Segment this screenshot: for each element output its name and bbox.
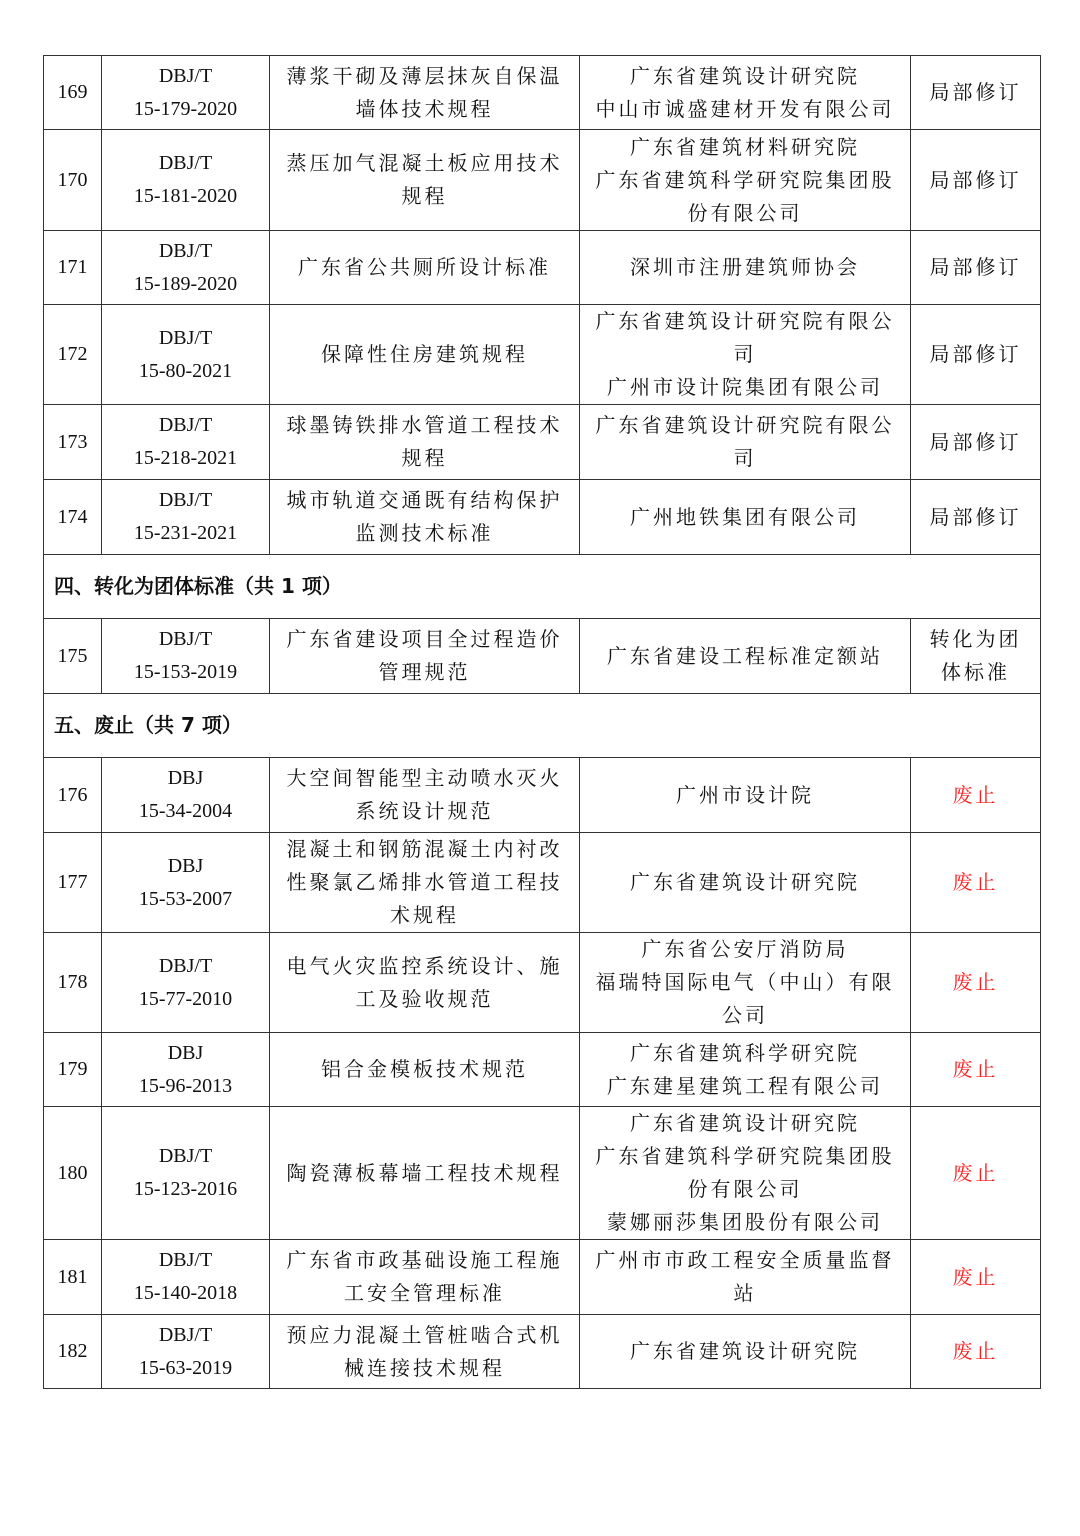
text-line: 15-34-2004 — [138, 800, 233, 822]
text-line: 广东省公安厅消防局 — [641, 937, 849, 961]
status-badge: 局部修订 — [911, 480, 1041, 555]
text-line: DBJ/T — [158, 1145, 213, 1167]
text-line: 械连接技术规程 — [344, 1355, 505, 1380]
text-line: 15-218-2021 — [133, 447, 238, 469]
standard-code — [102, 405, 270, 480]
table-row — [44, 1033, 1041, 1107]
text-line: DBJ/T — [158, 152, 213, 174]
text-line: 15-80-2021 — [138, 359, 233, 382]
text-line: DBJ/T — [158, 64, 213, 87]
status-badge: 废止 — [911, 1033, 1041, 1107]
text-line: 15-153-2019 — [133, 661, 238, 683]
text-line: 站 — [733, 1281, 757, 1305]
text-line: 混凝土和钢筋混凝土内衬改 — [286, 837, 563, 861]
standard-code — [102, 933, 270, 1033]
text-line: 15-63-2019 — [138, 1356, 233, 1379]
section-header-row — [44, 555, 1041, 619]
text-line: DBJ/T — [158, 326, 213, 349]
standard-code — [102, 231, 270, 305]
text-line: 广东省建筑设计研究院 — [630, 63, 860, 88]
standard-code — [102, 1240, 270, 1315]
status-badge: 局部修订 — [911, 405, 1041, 480]
standard-name — [270, 130, 580, 231]
editing-organization — [580, 933, 911, 1033]
row-number: 170 — [44, 130, 102, 231]
row-number: 169 — [44, 56, 102, 130]
text-line: DBJ — [167, 854, 204, 877]
text-line: DBJ/T — [158, 1249, 213, 1271]
text-line: 性聚氯乙烯排水管道工程技 — [286, 870, 563, 894]
text-line: 司 — [733, 446, 757, 470]
text-line: 薄浆干砌及薄层抹灰自保温 — [286, 63, 563, 88]
text-line: 墙体技术规程 — [355, 96, 494, 121]
text-line: 15-179-2020 — [133, 97, 238, 120]
text-line: 15-77-2010 — [138, 987, 233, 1010]
table-row — [44, 130, 1041, 231]
standard-name — [270, 1107, 580, 1240]
text-line: 广东省建筑设计研究院有限公 — [595, 309, 895, 333]
standard-code — [102, 56, 270, 130]
editing-organization — [580, 833, 911, 933]
text-line: 广东省建设项目全过程造价 — [286, 627, 563, 651]
text-line: 蒙娜丽莎集团股份有限公司 — [607, 1210, 883, 1234]
text-line: 预应力混凝土管桩啮合式机 — [286, 1322, 563, 1347]
row-number: 182 — [44, 1315, 102, 1389]
text-line: 广东省市政基础设施工程施 — [286, 1248, 563, 1272]
table-row — [44, 305, 1041, 405]
text-line: DBJ — [167, 767, 204, 789]
table-row — [44, 833, 1041, 933]
standard-code — [102, 1033, 270, 1107]
text-line: 广东省建筑材料研究院 — [630, 134, 860, 159]
status-badge: 局部修订 — [911, 130, 1041, 231]
text-line: 工及验收规范 — [355, 986, 494, 1011]
text-line: 蒸压加气混凝土板应用技术 — [286, 151, 563, 175]
table-row — [44, 231, 1041, 305]
text-line: 规程 — [401, 446, 448, 470]
text-line: 广州市设计院 — [676, 782, 814, 807]
standard-name — [270, 231, 580, 305]
editing-organization — [580, 231, 911, 305]
text-line: 城市轨道交通既有结构保护 — [286, 488, 563, 512]
standard-name — [270, 833, 580, 933]
text-line: 广州市市政工程安全质量监督 — [595, 1248, 895, 1272]
text-line: 术规程 — [390, 903, 459, 927]
editing-organization — [580, 1315, 911, 1389]
text-line: 广东省建筑设计研究院有限公 — [595, 413, 895, 437]
status-badge: 局部修订 — [911, 231, 1041, 305]
editing-organization — [580, 56, 911, 130]
text-line: 广东省建筑科学研究院集团股 — [595, 1144, 895, 1168]
text-line: DBJ/T — [158, 239, 213, 262]
text-line: 电气火灾监控系统设计、施 — [286, 953, 563, 978]
text-line: 管理规范 — [378, 660, 471, 684]
row-number: 180 — [44, 1107, 102, 1240]
row-number: 176 — [44, 758, 102, 833]
status-badge: 废止 — [911, 933, 1041, 1033]
row-number: 175 — [44, 619, 102, 694]
status-badge: 废止 — [911, 833, 1041, 933]
text-line: 15-231-2021 — [133, 522, 238, 544]
standard-name — [270, 305, 580, 405]
editing-organization — [580, 758, 911, 833]
text-line: 广东省建筑设计研究院 — [630, 1111, 860, 1135]
row-number: 171 — [44, 231, 102, 305]
standard-code — [102, 833, 270, 933]
standards-table-body — [44, 56, 1041, 1389]
text-line: 深圳市注册建筑师协会 — [630, 255, 860, 279]
row-number: 174 — [44, 480, 102, 555]
standard-name — [270, 1315, 580, 1389]
text-line: 大空间智能型主动喷水灭火 — [286, 766, 563, 790]
row-number: 177 — [44, 833, 102, 933]
text-line: 广东建星建筑工程有限公司 — [607, 1073, 883, 1098]
standard-code — [102, 619, 270, 694]
text-line: 份有限公司 — [687, 1177, 803, 1201]
standard-name — [270, 56, 580, 130]
table-row — [44, 405, 1041, 480]
standard-name — [270, 405, 580, 480]
text-line: 份有限公司 — [687, 200, 803, 225]
text-line: 广东省建筑设计研究院 — [630, 870, 860, 894]
text-line: 监测技术标准 — [355, 521, 494, 545]
text-line: DBJ/T — [158, 1323, 213, 1346]
status-badge — [911, 619, 1041, 694]
editing-organization — [580, 619, 911, 694]
row-number: 179 — [44, 1033, 102, 1107]
section-title: 四、转化为团体标准（共 1 项） — [44, 555, 1041, 619]
editing-organization — [580, 305, 911, 405]
text-line: DBJ/T — [158, 489, 213, 511]
standard-code — [102, 1107, 270, 1240]
standard-code — [102, 130, 270, 231]
editing-organization — [580, 1033, 911, 1107]
text-line: DBJ — [167, 1041, 204, 1064]
text-line: 15-181-2020 — [133, 185, 238, 207]
row-number: 173 — [44, 405, 102, 480]
text-line: 福瑞特国际电气（中山）有限 — [595, 970, 895, 994]
table-row — [44, 56, 1041, 130]
standard-name — [270, 933, 580, 1033]
standard-code — [102, 305, 270, 405]
text-line: 广州地铁集团有限公司 — [630, 504, 860, 529]
status-badge: 废止 — [911, 758, 1041, 833]
text-line: 15-96-2013 — [138, 1074, 233, 1097]
text-line: 广东省公共厕所设计标准 — [298, 255, 551, 279]
text-line: 转化为团 — [929, 627, 1022, 651]
text-line: 体标准 — [941, 660, 1010, 684]
text-line: 工安全管理标准 — [344, 1281, 505, 1305]
standard-code — [102, 758, 270, 833]
text-line: 15-53-2007 — [138, 887, 233, 910]
section-header-row — [44, 694, 1041, 758]
text-line: 广东省建设工程标准定额站 — [607, 643, 883, 668]
text-line: DBJ/T — [158, 628, 213, 650]
standard-name — [270, 1033, 580, 1107]
section-title: 五、废止（共 7 项） — [44, 694, 1041, 758]
table-row — [44, 1240, 1041, 1315]
table-row — [44, 619, 1041, 694]
editing-organization — [580, 1107, 911, 1240]
text-line: 广东省建筑科学研究院集团股 — [595, 167, 895, 192]
status-badge: 局部修订 — [911, 56, 1041, 130]
status-badge: 局部修订 — [911, 305, 1041, 405]
row-number: 178 — [44, 933, 102, 1033]
text-line: 广东省建筑设计研究院 — [630, 1339, 860, 1363]
status-badge: 废止 — [911, 1107, 1041, 1240]
text-line: 公司 — [722, 1003, 768, 1027]
editing-organization — [580, 480, 911, 555]
editing-organization — [580, 405, 911, 480]
table-row — [44, 933, 1041, 1033]
status-badge: 废止 — [911, 1240, 1041, 1315]
table-row — [44, 480, 1041, 555]
row-number: 181 — [44, 1240, 102, 1315]
table-row — [44, 1107, 1041, 1240]
standard-name — [270, 1240, 580, 1315]
text-line: 规程 — [401, 184, 448, 208]
text-line: 系统设计规范 — [355, 799, 494, 823]
standard-code — [102, 1315, 270, 1389]
text-line: 陶瓷薄板幕墙工程技术规程 — [286, 1160, 563, 1185]
standard-code — [102, 480, 270, 555]
text-line: 司 — [733, 342, 757, 366]
standard-name — [270, 619, 580, 694]
standard-name — [270, 480, 580, 555]
editing-organization — [580, 130, 911, 231]
text-line: 中山市诚盛建材开发有限公司 — [595, 96, 895, 121]
text-line: 保障性住房建筑规程 — [321, 342, 528, 366]
table-row — [44, 1315, 1041, 1389]
text-line: 15-189-2020 — [133, 272, 238, 295]
text-line: 广州市设计院集团有限公司 — [607, 375, 883, 399]
text-line: DBJ/T — [158, 954, 213, 977]
text-line: DBJ/T — [158, 414, 213, 436]
standards-table — [43, 55, 1041, 1389]
text-line: 铝合金模板技术规范 — [321, 1057, 528, 1081]
table-row — [44, 758, 1041, 833]
row-number: 172 — [44, 305, 102, 405]
editing-organization — [580, 1240, 911, 1315]
status-badge: 废止 — [911, 1315, 1041, 1389]
text-line: 15-123-2016 — [133, 1178, 238, 1200]
text-line: 15-140-2018 — [133, 1282, 238, 1304]
text-line: 球墨铸铁排水管道工程技术 — [286, 413, 563, 437]
standard-name — [270, 758, 580, 833]
text-line: 广东省建筑科学研究院 — [630, 1040, 860, 1065]
